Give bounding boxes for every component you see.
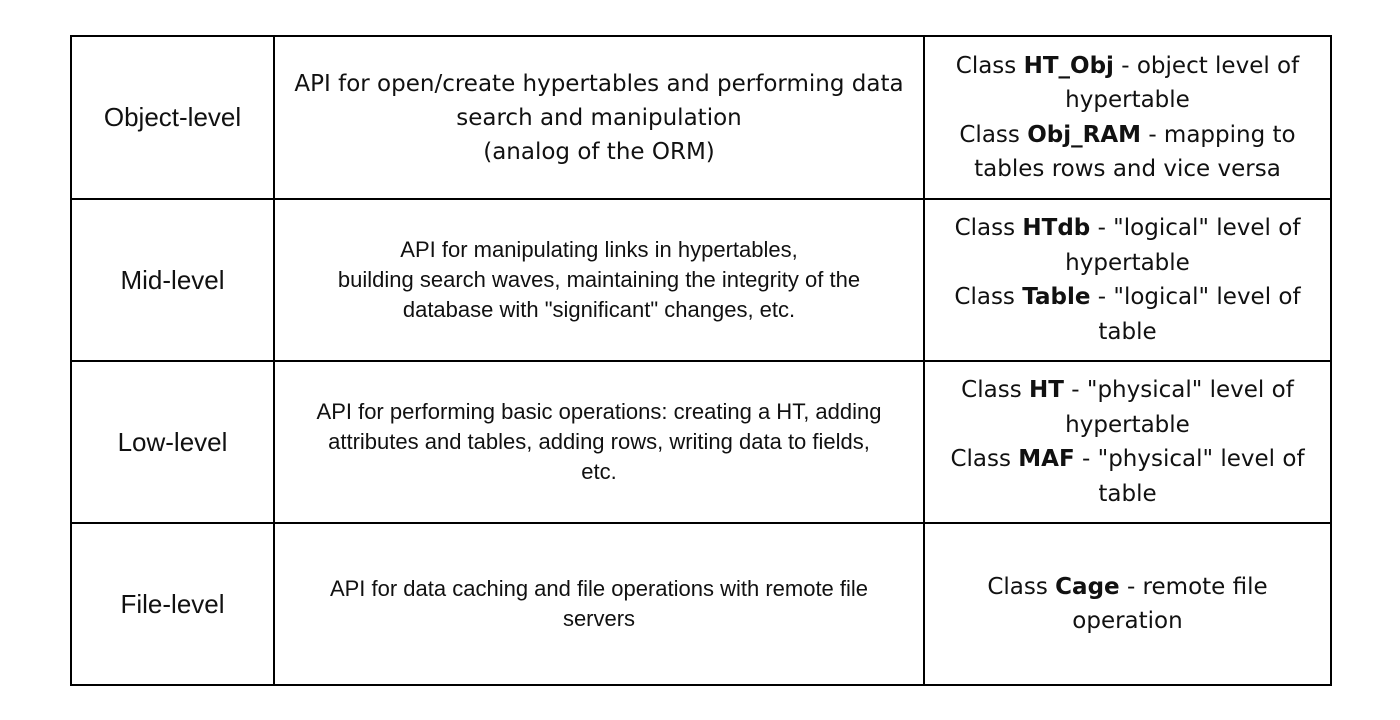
class-desc: - remote file operation bbox=[1072, 573, 1268, 634]
class-desc: - "logical" level of hypertable bbox=[1065, 215, 1301, 276]
description-line: attributes and tables, adding rows, writing data to fields, bbox=[328, 429, 870, 454]
class-name: HTdb bbox=[1022, 215, 1091, 241]
class-entry bbox=[933, 211, 1322, 280]
class-desc: - "physical" level of hypertable bbox=[1063, 377, 1294, 438]
description-line: etc. bbox=[581, 459, 617, 484]
classes-cell bbox=[924, 523, 1331, 685]
level-name-cell: Low-level bbox=[71, 361, 274, 523]
table-row-object-level bbox=[71, 36, 1331, 199]
table-row-low-level bbox=[71, 361, 1331, 523]
class-entry bbox=[933, 570, 1322, 639]
class-entry bbox=[933, 118, 1322, 187]
description-line: (analog of the ORM) bbox=[483, 138, 715, 165]
class-entry bbox=[933, 49, 1322, 118]
class-prefix: Class bbox=[961, 377, 1029, 403]
table-row-mid-level bbox=[71, 199, 1331, 361]
description-line: API for manipulating links in hypertables, bbox=[400, 237, 798, 262]
description-line: search and manipulation bbox=[456, 104, 742, 131]
class-prefix: Class bbox=[954, 284, 1023, 310]
description-line: API for data caching and file operations with remote file bbox=[329, 576, 869, 601]
class-name: HT_Obj bbox=[1023, 52, 1114, 79]
description-line: database with "significant" changes, etc. bbox=[402, 297, 796, 322]
class-entry bbox=[933, 442, 1322, 511]
class-desc: - mapping to tables rows and vice versa bbox=[974, 121, 1296, 182]
class-prefix: Class bbox=[954, 215, 1023, 241]
class-desc: - "physical" level of table bbox=[1074, 446, 1305, 507]
description-line: building search waves, maintaining the integrity of the bbox=[337, 267, 861, 292]
class-prefix: Class bbox=[959, 121, 1028, 148]
class-name: Cage bbox=[1055, 573, 1120, 600]
class-entry bbox=[933, 280, 1322, 349]
classes-cell bbox=[924, 199, 1331, 361]
class-name: Table bbox=[1022, 284, 1091, 310]
description-line: API for performing basic operations: creating a HT, adding bbox=[316, 399, 882, 424]
classes-cell bbox=[924, 361, 1331, 523]
description-cell bbox=[274, 523, 924, 685]
class-name: Obj_RAM bbox=[1027, 121, 1142, 148]
level-name-cell: File-level bbox=[71, 523, 274, 685]
class-prefix: Class bbox=[955, 52, 1024, 79]
level-name-cell: Object-level bbox=[71, 36, 274, 199]
description-cell bbox=[274, 36, 924, 199]
description-line: API for open/create hypertables and performing data bbox=[294, 70, 904, 97]
class-name: MAF bbox=[1018, 446, 1075, 472]
level-name-cell: Mid-level bbox=[71, 199, 274, 361]
classes-cell bbox=[924, 36, 1331, 199]
class-entry bbox=[933, 373, 1322, 442]
description-line: servers bbox=[562, 606, 636, 631]
table-row-file-level bbox=[71, 523, 1331, 685]
description-cell bbox=[274, 361, 924, 523]
class-desc: - "logical" level of table bbox=[1090, 284, 1301, 345]
class-desc: - object level of hypertable bbox=[1065, 52, 1300, 113]
class-prefix: Class bbox=[987, 573, 1056, 600]
class-prefix: Class bbox=[950, 446, 1019, 472]
description-cell bbox=[274, 199, 924, 361]
class-name: HT bbox=[1029, 377, 1064, 403]
api-levels-table bbox=[70, 35, 1332, 686]
